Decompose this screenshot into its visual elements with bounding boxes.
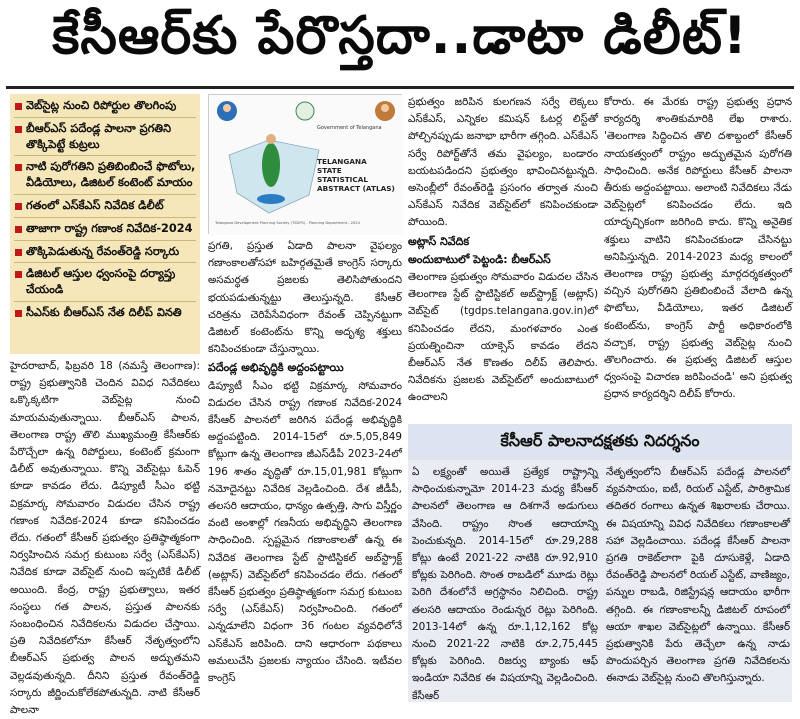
highlight-item: తొక్కిపెడుతున్న రేవంత్‌రెడ్డి సర్కారు	[14, 244, 196, 264]
article-paragraph: తెలంగాణ ప్రభుత్వం సోమవారం విడుదల చేసిన తెలంగాణ స్టేట్‌ స్టాటిస్టికల్‌ అబ్‌స్ట్రాక్ట్‌ (అట్లాస్‌) వెబ్‌సైట్‌ (tgdps.telangana.gov.in)లో కనిపించడం లేదని, మంగళవారం ఎంత ప్రయత్నించినా యాక్సెస్‌ కావడం లేదని బీఆర్‌ఎస్‌ నేత కొణతం దిలీప్‌ తెలిపారు. నివేదికను ప్రజలకు వెబ్‌సైట్‌లో అందుబాటులో ఉంచాలని	[408, 271, 598, 404]
mother-telangana-figure	[262, 143, 280, 187]
article-paragraph: హైదరాబాద్‌, ఫిబ్రవరి 18 (నమస్తే తెలంగాణ): రాష్ట్ర ప్రభుత్వానికి చెందిన వివిధ నివేదికలు ఒక్కొక్కటిగా వెబ్‌సైట్ల నుంచి మాయమవుతున్నాయి. బీఆర్‌ఎస్‌ పాలన, తెలంగాణ రాష్ట్ర తొలి ముఖ్యమంత్రి కేసీఆర్‌కు పేరొచ్చేలా ఉన్న రిపోర్టులు, కంటెంట్‌ క్రమంగా డిలీట్‌ అవుతున్నాయి. కొన్ని వెబ్‌సైట్లు ఓపెన్‌ కూడా కావడం లేదు. డిప్యూటీ సీఎం భట్టి విక్రమార్క సోమవారం విడుదల చేసిన రాష్ట్ర గణాంక నివేదిక-2024 కూడా కనిపించడం లేదు. గతంలో కేసీఆర్‌ ప్రభుత్వం ప్రతిష్ఠాత్మకంగా నిర్వహించిన సమగ్ర కుటుంబ సర్వే (ఎస్‌కేఎస్‌) నివేదిక కూడా వెబ్‌సైట్‌ నుంచి ఇప్పటికే డిలీట్‌ అయింది. కేంద్ర, రాష్ట్ర ప్రభుత్వాలు, ఇతర సంస్థలు గత పాలన, ప్రస్తుత పాలనకు సంబంధించిన నివేదికలను విడుదల చేస్తాయి. ప్రతి నివేదికలోనూ కేసీఆర్‌ నేతృత్వంలోని బీఆర్‌ఎస్‌ ప్రభుత్వ పాలన అద్భుతమని వెల్లడవుతున్నది. దీనిని ప్రస్తుత రేవంత్‌రెడ్డి సర్కారు జీర్ణించుకోలేకపోతున్నది. నాటి కేసీఆర్‌ పాలనా	[10, 360, 200, 717]
highlight-item: బీఆర్‌ఎస్‌ పదేండ్ల పాలనా ప్రగతిని తొక్కిపెట్టే కుట్రలు	[14, 121, 196, 157]
article-col-4	[604, 94, 792, 420]
headline-rule	[6, 86, 794, 89]
atlas-title: TELANGANA STATE STATISTICAL ABSTRACT (ATLAS)	[317, 157, 395, 193]
highlight-item: నాటి పురోగతిని ప్రతిబింబించే ఫొటోలు, వీడియోలు, డిజిటల్‌ కంటెంట్‌ మాయం	[14, 159, 196, 195]
article-paragraph: ప్రభుత్వం జరిపిన కులగణన సర్వే లెక్కలు ఎస్‌కేఎస్‌, ఎన్నికల కమిషన్‌ ఓటర్ల లిస్ట్‌తో పోల్చినప్పుడు జనాభా భారీగా తగ్గింది. ఎస్‌కేఎస్‌ సర్వే రిపోర్ట్‌తోనే తమ వైఫల్యం, బండారం బయటపడిందని ప్రభుత్వం భావించినట్టున్నది. అసెంబ్లీలో రేవంత్‌రెడ్డి ప్రసంగం తర్వాత నుంచి ఎస్‌కేఎస్‌ నివేదిక వెబ్‌సైట్‌లో కనిపించకుండా పోయింది.	[408, 96, 598, 229]
subheading: పదేండ్ల అభివృద్ధికి అద్దంపట్టాయి	[208, 361, 344, 375]
article-paragraph: డిప్యూటీ సీఎం భట్టి విక్రమార్క సోమవారం విడుదల చేసిన రాష్ట్ర గణాంక నివేదిక-2024 కేసీఆర్‌ పాలనలో జరిగిన పదేండ్ల అభివృద్ధికి అద్దంపట్టింది. 2014-15లో రూ.5,05,849 కోట్లుగా ఉన్న తెలంగాణ జీఎస్‌డీపీ 2023-24లో 196 శాతం వృద్ధితో రూ.15,01,981 కోట్లుగా నమోదైనట్టు నివేదిక వెల్లడించింది. దేశ జీడీపీ, తలసరి ఆదాయం, ధాన్యం ఉత్పత్తి, సాగు విస్తీర్ణం వంటి అంశాల్లో గణనీయ అభివృద్ధిని తెలంగాణ సాధించింది. స్పష్టమైన గణాంకాలతో ఉన్న ఈ నివేదిక తెలంగాణ స్టేట్‌ స్టాటిస్టికల్‌ అబ్‌స్ట్రాక్ట్‌ (అట్లాస్‌) వెబ్‌సైట్‌లో కనిపించడం లేదు. గతంలో కేసీఆర్‌ ప్రభుత్వం ప్రతిష్ఠాత్మకంగా సమగ్ర కుటుంబ సర్వే (ఎస్‌కేఎస్‌) నిర్వహించింది. గతంలో ఎన్నడూలేని విధంగా 36 గంటల వ్యవధిలోనే ఎస్‌కేఎస్‌ జరిపింది. దాని ఆధారంగా పథకాలు అమలుచేసి ప్రజలకు న్యాయం చేసింది. ఇటీవల కాంగ్రెస్‌	[208, 379, 402, 685]
article-col-1	[10, 358, 200, 717]
section-col-2	[606, 464, 790, 700]
article-col-3	[408, 94, 598, 420]
highlight-item: డిజిటల్‌ ఆస్తుల ధ్వంసంపై దర్యాప్తు చేయండి	[14, 266, 196, 302]
article-paragraph: ఏ లక్ష్యంతో అయితే ప్రత్యేక రాష్ట్రాన్ని సాధించుకున్నామో 2014-23 మధ్య కేసీఆర్‌ పాలనలో తెలంగాణ ఆ దిశగానే అడుగులు వేసింది. రాష్ట్రం సొంత ఆదాయాన్ని పెంచుకున్నది. 2014-15లో రూ.29,288 కోట్లు ఉంటే 2021-22 నాటికి రూ.92,910 కోట్లకు పెరిగింది. సొంత రాబడిలో మూడు రెట్లు పెరిగి దేశంలోనే అగ్రస్థానం నిలిచింది. రాష్ట్ర తలసరి ఆదాయం రెండున్నర రెట్లు పెరిగింది. 2013-14లో ఉన్న రూ.1,12,162 కోట్ల నుంచి 2021-22 నాటికి రూ.2,75,445 కోట్లకు పెరిగింది. రిజర్వు బ్యాంకు ఆఫ్‌ ఇండియా నివేదిక ఈ విషయాన్ని వెల్లడించింది. కేసీఆర్‌	[412, 466, 598, 702]
highlights-list	[14, 98, 196, 324]
article-paragraph: నేతృత్వంలోని బీఆర్‌ఎస్‌ పదేండ్ల పాలనలో వ్యవసాయం, ఐటీ, రియల్‌ ఎస్టేట్‌, పారిశ్రామిక తదితర రంగాలు ఉన్నత శిఖరాలకు చేరాయి. ఈ విషయాన్ని వివిధ నివేదికలు గణాంకాలతో సహా వెల్లడించాయి. పదేండ్ల కేసీఆర్‌ పాలనా ప్రగతి రాకెట్‌లాగా పైకి దూసుకెళ్లే, ఏడాది రేవంత్‌రెడ్డి పాలనలో రియల్‌ ఎస్టేట్‌, వాణిజ్యం, పన్నుల రాబడి, రిజిస్ట్రేషన్ల ఆదాయం భారీగా తగ్గింది. ఈ గణాంకాలన్నీ డిజిటల్‌ రూపంలో ఆయా శాఖల వెబ్‌సైట్లలో ఉన్నాయి. కేసీఆర్‌ ప్రభుత్వానికి పేరు తెచ్చేలా ఉన్న నాడు పొందుపర్చిన తెలంగాణ ప్రగతి నివేదికలను ఈనాడు వెబ్‌సైట్ల నుంచి తొలగిస్తున్నారు.	[606, 466, 790, 685]
highlight-item: సీఎస్‌కు బీఆర్‌ఎస్‌ నేత దిలీప్‌ వినతి	[14, 305, 196, 324]
atlas-logo-caption: Government of Telangana	[317, 125, 382, 131]
highlight-item: వెబ్‌సైట్ల నుంచి రిపోర్టుల తొలగింపు	[14, 98, 196, 118]
article-paragraph: ప్రగతి, ప్రస్తుత ఏడాది పాలనా వైఫల్యం గణాంకాలతోసహా బహిర్గతమైతే కాంగ్రెస్‌ సర్కారు అసమర్థత ప్రజలకు తెలిసిపోతుందని భయపడుతున్నట్టు తెలుస్తున్నది. కేసీఆర్‌ చరిత్రను చెరిపేసేవిధంగా రేవంత్‌ చెప్పినట్టుగా డిజిటల్‌ కంటెంట్‌ను కొన్ని అదృశ్య శక్తులు కనిపించకుండా చేస్తున్నాయి.	[208, 240, 402, 356]
highlight-item: గతంలో ఎస్‌కేఎస్‌ నివేదిక డిలీట్‌	[14, 198, 196, 218]
headline: కేసీఆర్‌కు పేరొస్తదా..డాటా డిలీట్‌!	[52, 5, 748, 66]
highlight-item: తాజాగా రాష్ట్ర గణాంక నివేదిక-2024	[14, 221, 196, 241]
subheading: అట్లాస్‌ నివేదిక	[408, 234, 470, 248]
govt-emblem-icon	[296, 102, 314, 120]
atlas-cover-image	[208, 94, 402, 234]
section-title: కేసీఆర్‌ పాలనాదక్షతకు నిదర్శనం	[408, 424, 792, 460]
article-paragraph: కోరారు. ఈ మేరకు రాష్ట్ర ప్రభుత్వ ప్రధాన కార్యదర్శి శాంతికుమారికి లేఖ రాశారు. 'తెలంగాణ సిద్ధించిన తొలి దశాబ్దంలో కేసీఆర్‌ నాయకత్వంలో రాష్ట్రం అద్భుతమైన పురోగతి సాధించింది. అనేక రిపోర్టులు కేసీఆర్‌ పాలనా తీరుకు అద్దంపట్టాయి. అలాంటి నివేదికలు నేడు వెబ్‌సైట్లలో కనిపించడం లేదు. ఇది యాదృచ్ఛికంగా జరిగింది కాదు. కొన్ని అనైతిక శక్తులు వాటిని కనిపించకుండా చేసినట్టు అనిపిస్తున్నది. 2014-2023 మధ్య కాలంలో తెలంగాణ రాష్ట్ర ప్రభుత్వ మార్గదర్శకత్వంలో వచ్చిన పురోగతిని ప్రతిబింబించే వేలాది ఉన్న ఫొటోలు, వీడియోలు, ఇతర డిజిటల్‌ కంటెంట్‌ను, కాంగ్రెస్‌ పార్టీ అధికారంలోకి వచ్చాక, రాష్ట్ర ప్రభుత్వ వెబ్‌సైట్ల నుంచి తొలగించారు. ఈ ప్రభుత్వ డిజిటల్‌ ఆస్తుల ధ్వంసంపై విచారణ జరిపించండి' అని ప్రభుత్వ ప్రధాన కార్యదర్శిని దిలీప్‌ కోరారు.	[604, 96, 792, 401]
subheading: అందుబాటులో పెట్టండి: బీఆర్‌ఎస్‌	[408, 252, 551, 266]
highlights-box	[10, 94, 200, 354]
article-col-2	[208, 238, 402, 700]
atlas-footnote: Telangana Development Planning Society (TSDPS) - Planning Department - 2024	[215, 221, 360, 225]
section-col-1	[412, 464, 598, 700]
